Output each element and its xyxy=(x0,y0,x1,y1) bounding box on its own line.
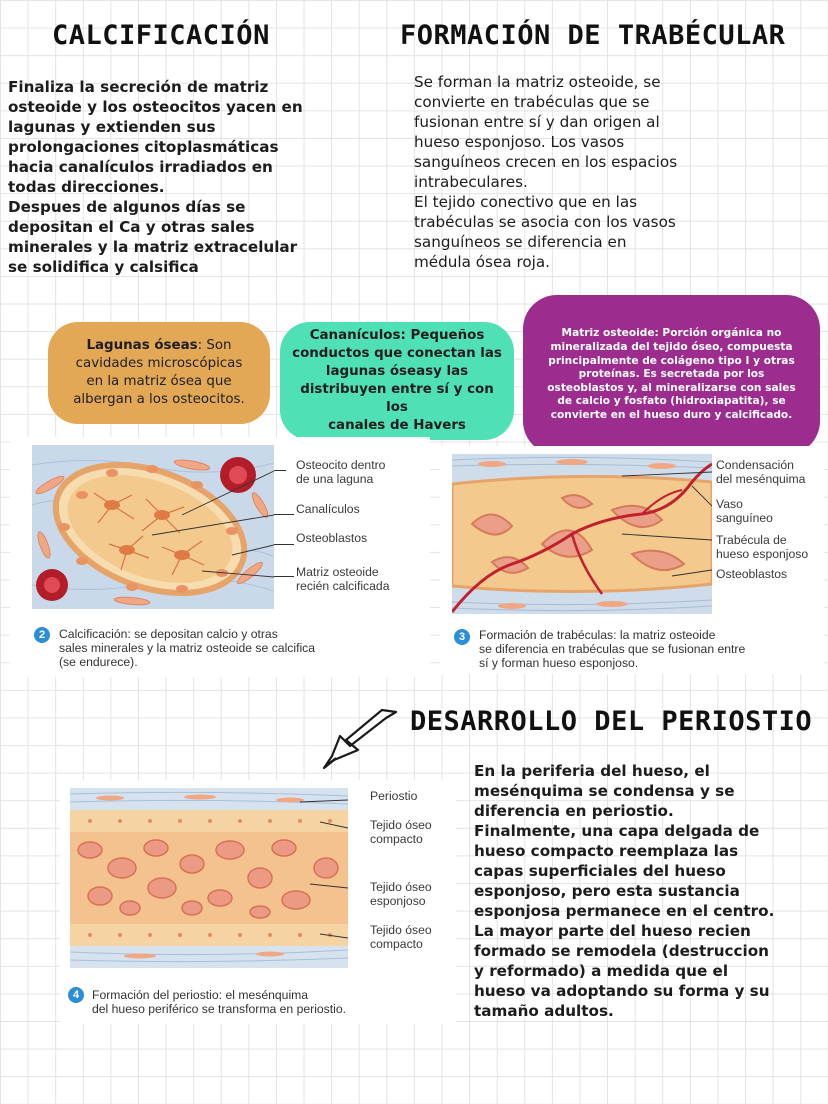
trabecular-text: Se forman la matriz osteoide, se convierte en trabéculas que se fusionan entre sí y dan origen al hueso esponjoso. Los vasos sanguíneos crecen en los espacios intrabeculares. El tejido conectivo que en las trabéculas se asocia con los vasos sanguíneos se diferencia en médula ósea roja. xyxy=(414,73,678,271)
figure-4-panel xyxy=(60,780,456,1024)
figure-3-label-condensacion: Condensación del mesénquima xyxy=(716,458,806,486)
calcificacion-text-block xyxy=(8,77,328,277)
figure-3-label-osteoblastos: Osteoblastos xyxy=(716,567,788,581)
figure-3-label-trabecula: Trabécula de hueso esponjoso xyxy=(716,533,809,561)
figure-2-caption: Calcificación: se depositan calcio y otras sales minerales y la matriz osteoide se calcifica (se endurece). xyxy=(59,627,316,669)
figure-4-label-compacto-2: Tejido óseo compacto xyxy=(370,923,432,951)
matriz-definition: Matriz osteoide: Porción orgánica no mineralizada del tejido óseo, compuesta principalmente de colágeno tipo I y otras proteínas. Es secretada por los osteoblastos y, al mineralizarse con sales de calcio y fosfato (hidroxiapatita), se convierte en el hueso duro y calcificado. xyxy=(547,327,796,421)
figure-4-label-periostio: Periostio xyxy=(370,789,418,803)
matriz-bubble xyxy=(523,295,820,455)
figure-3-caption: Formación de trabéculas: la matriz osteoide se diferencia en trabéculas que se fusionan entre sí y forman hueso esponjoso. xyxy=(479,628,746,670)
leader-line xyxy=(274,514,294,515)
figure-2-label-matriz: Matriz osteoide recién calcificada xyxy=(296,565,390,593)
leader-line xyxy=(274,544,294,545)
figure-3-badge: 3 xyxy=(454,629,470,645)
figure-2-panel xyxy=(10,437,430,677)
periosteum-illustration xyxy=(70,788,348,968)
calcificacion-text: Finaliza la secreción de matriz osteoide y los osteocitos yacen en lagunas y extienden sus prolongaciones citoplasmáticas hacia canalículos irradiados en todas direcciones. Despues de algunos días se depositan el Ca y otras sales minerales y la matriz extracelular se solidifica y calsifica xyxy=(8,78,303,276)
figure-2-label-osteocito: Osteocito dentro de una laguna xyxy=(296,458,386,486)
canaliculos-definition: Cananículos: Pequeños conductos que conectan las lagunas óseasy las distribuyen entre sí y con los canales de Havers xyxy=(292,328,502,433)
calcification-illustration xyxy=(32,445,274,609)
figure-3-panel xyxy=(440,446,824,674)
lagunas-bubble xyxy=(48,322,270,424)
lagunas-term: Lagunas óseas xyxy=(86,338,198,353)
figure-2-label-canaliculos: Canalículos xyxy=(296,502,360,516)
figure-2-label-osteoblastos: Osteoblastos xyxy=(296,531,368,545)
lagunas-definition: : Son cavidades microscópicas en la matriz ósea que albergan a los osteocitos. xyxy=(73,338,245,407)
figure-4-caption: Formación del periostio: el mesénquima del hueso periférico se transforma en periostio. xyxy=(92,988,347,1016)
periostio-title: DESARROLLO DEL PERIOSTIO xyxy=(410,706,813,737)
leader-line xyxy=(274,470,286,471)
periostio-text: En la periferia del hueso, el mesénquima se condensa y se diferencia en periostio. Finalmente, una capa delgada de hueso compacto reemplaza las capas superficiales del hueso esponjoso, pero esta sustancia esponjosa permanece en el centro. La mayor parte del hueso recien formado se remodela (destruccion y reformado) a medida que el hueso va adoptando su forma y su tamaño adultos. xyxy=(474,762,775,1020)
calcificacion-title: CALCIFICACIÓN xyxy=(52,20,270,51)
hand-drawn-arrow-icon xyxy=(318,706,398,776)
figure-4-label-compacto-1: Tejido óseo compacto xyxy=(370,818,432,846)
trabecula-illustration xyxy=(452,454,712,614)
canaliculos-bubble xyxy=(280,322,514,440)
figure-2-badge: 2 xyxy=(34,627,50,643)
leader-line xyxy=(274,576,294,577)
periostio-text-block xyxy=(474,761,804,1021)
figure-3-label-vaso: Vaso sanguíneo xyxy=(716,497,773,525)
trabecular-title: FORMACIÓN DE TRABÉCULAR xyxy=(400,20,786,51)
figure-4-label-esponjoso: Tejido óseo esponjoso xyxy=(370,880,432,908)
trabecular-text-block xyxy=(414,72,744,272)
figure-4-badge: 4 xyxy=(68,987,84,1003)
